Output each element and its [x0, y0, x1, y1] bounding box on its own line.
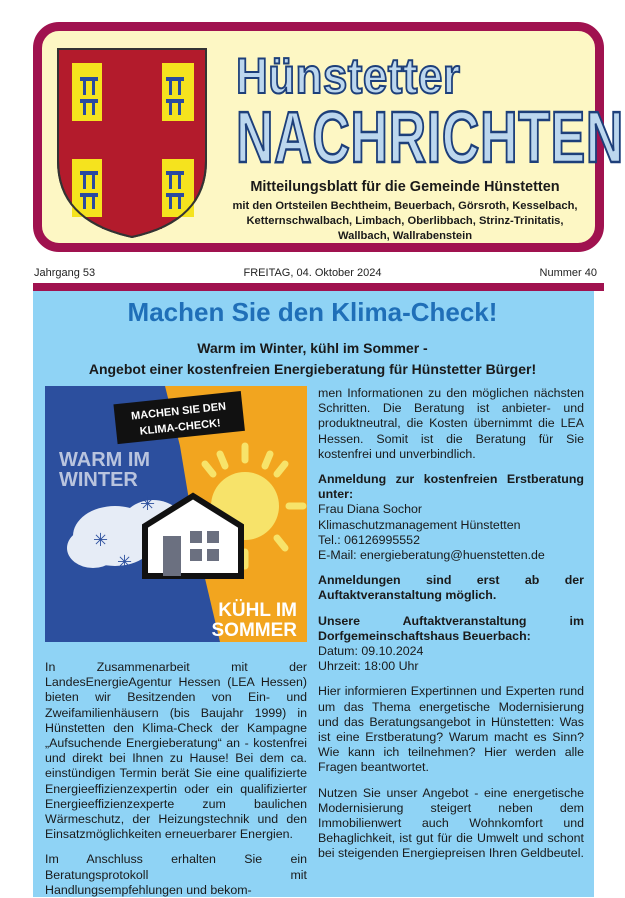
- article-subheadline-1: Warm im Winter, kühl im Sommer -: [197, 340, 428, 356]
- article-right-column: [318, 386, 584, 862]
- contact-phone: Tel.: 06126995552: [318, 532, 420, 547]
- article-paragraph: Hier informieren Expertinnen und Experten rund um das Thema energetische Modernisierung und das Beratungsangebot in Hünstetten: Was ist eine Erstberatung? Warum macht es Sinn? Wie kann ich teilnehmen? Hier werden alle Fragen beantwortet.: [318, 684, 584, 775]
- accent-bar: [33, 283, 604, 291]
- svg-text:✳: ✳: [117, 552, 133, 573]
- registration-note: Anmeldungen sind erst ab der Auftaktveranstaltung möglich.: [318, 573, 584, 603]
- issue-volume: Jahrgang 53: [34, 267, 96, 279]
- masthead-districts: [220, 199, 590, 244]
- article-paragraph: men Informationen zu den möglichen nächsten Schritten. Die Beratung ist anbieter- und produktneutral, die Kosten übernimmt die LEA Hessen. Somit ist die Beratung für Sie kostenfrei und unverbindlich.: [318, 386, 584, 461]
- event-date: Datum: 09.10.2024: [318, 644, 424, 659]
- winter-line2: WINTER: [59, 469, 138, 491]
- article-paragraph: Im Anschluss erhalten Sie ein Beratungsprotokoll mit Handlungsempfehlungen und bekom-: [45, 852, 307, 897]
- badge-line2: KLIMA-CHECK!: [139, 417, 222, 438]
- masthead-title-line1: Hünstetter: [236, 48, 461, 104]
- badge-line1: MACHEN SIE DEN: [130, 400, 227, 423]
- issue-date: FREITAG, 04. Oktober 2024: [243, 267, 382, 279]
- article-left-column: [45, 660, 307, 898]
- summer-line1: KÜHL IM: [218, 600, 297, 621]
- svg-text:✳: ✳: [93, 530, 109, 551]
- winter-line1: WARM IM: [59, 449, 151, 471]
- article-paragraph: Nutzen Sie unser Angebot - eine energetische Modernisierung steigert neben dem Immobilienwert auch Wohnkomfort und Behaglichkeit, ist gut für die Umwelt und schont bei steigenden Energiepreisen Ihren Geldbeutel.: [318, 785, 584, 861]
- districts-line: Ketternschwalbach, Limbach, Oberlibbach, Strinz-Trinitatis,: [246, 215, 564, 227]
- masthead-title-line2: NACHRICHTEN: [236, 98, 625, 178]
- article-headline: Machen Sie den Klima-Check!: [127, 297, 498, 327]
- masthead: [33, 22, 625, 252]
- contact-dept: Klimaschutzmanagement Hünstetten: [318, 517, 521, 532]
- klima-check-graphic: [45, 386, 307, 642]
- coat-of-arms-icon: [52, 41, 212, 241]
- districts-line: mit den Ortsteilen Bechtheim, Beuerbach, Görsroth, Kesselbach,: [232, 200, 578, 212]
- summer-line2: SOMMER: [211, 620, 297, 641]
- masthead-subtitle: Mitteilungsblatt für die Gemeinde Hünstetten: [250, 179, 560, 195]
- article-paragraph: In Zusammenarbeit mit der LandesEnergieAgentur Hessen (LEA Hessen) bieten wir Besitzenden von Ein- und Zweifamilienhäusern (bis Baujahr 1999) in Hünstetten den Klima-Check der Kampagne „Aufsuchende Energieberatung“ an - kostenfrei und direkt bei Ihnen zu Hause! Bei dem ca. einstündigen Termin berät Sie eine qualifizierte Energieeffizienzexpertin oder ein qualifizierter Energieeffizienzexperte zum baulichen Wärmeschutz, der Heizungstechnik und den Einsatzmöglichkeiten erneuerbarer Energien.: [45, 660, 307, 842]
- event-time: Uhrzeit: 18:00 Uhr: [318, 659, 419, 674]
- article-subheadline-2: Angebot einer kostenfreien Energieberatung für Hünstetter Bürger!: [88, 361, 537, 377]
- districts-line: Wallbach, Wallrabenstein: [337, 230, 473, 242]
- registration-heading: Anmeldung zur kostenfreien Erstberatung unter:: [318, 472, 584, 502]
- event-heading: Unsere Auftaktveranstaltung im Dorfgemeinschaftshaus Beuerbach:: [318, 613, 584, 643]
- contact-name: Frau Diana Sochor: [318, 502, 422, 517]
- contact-email: E-Mail: energieberatung@huenstetten.de: [318, 548, 545, 563]
- svg-text:✳: ✳: [140, 494, 156, 515]
- issue-number: Nummer 40: [539, 267, 597, 279]
